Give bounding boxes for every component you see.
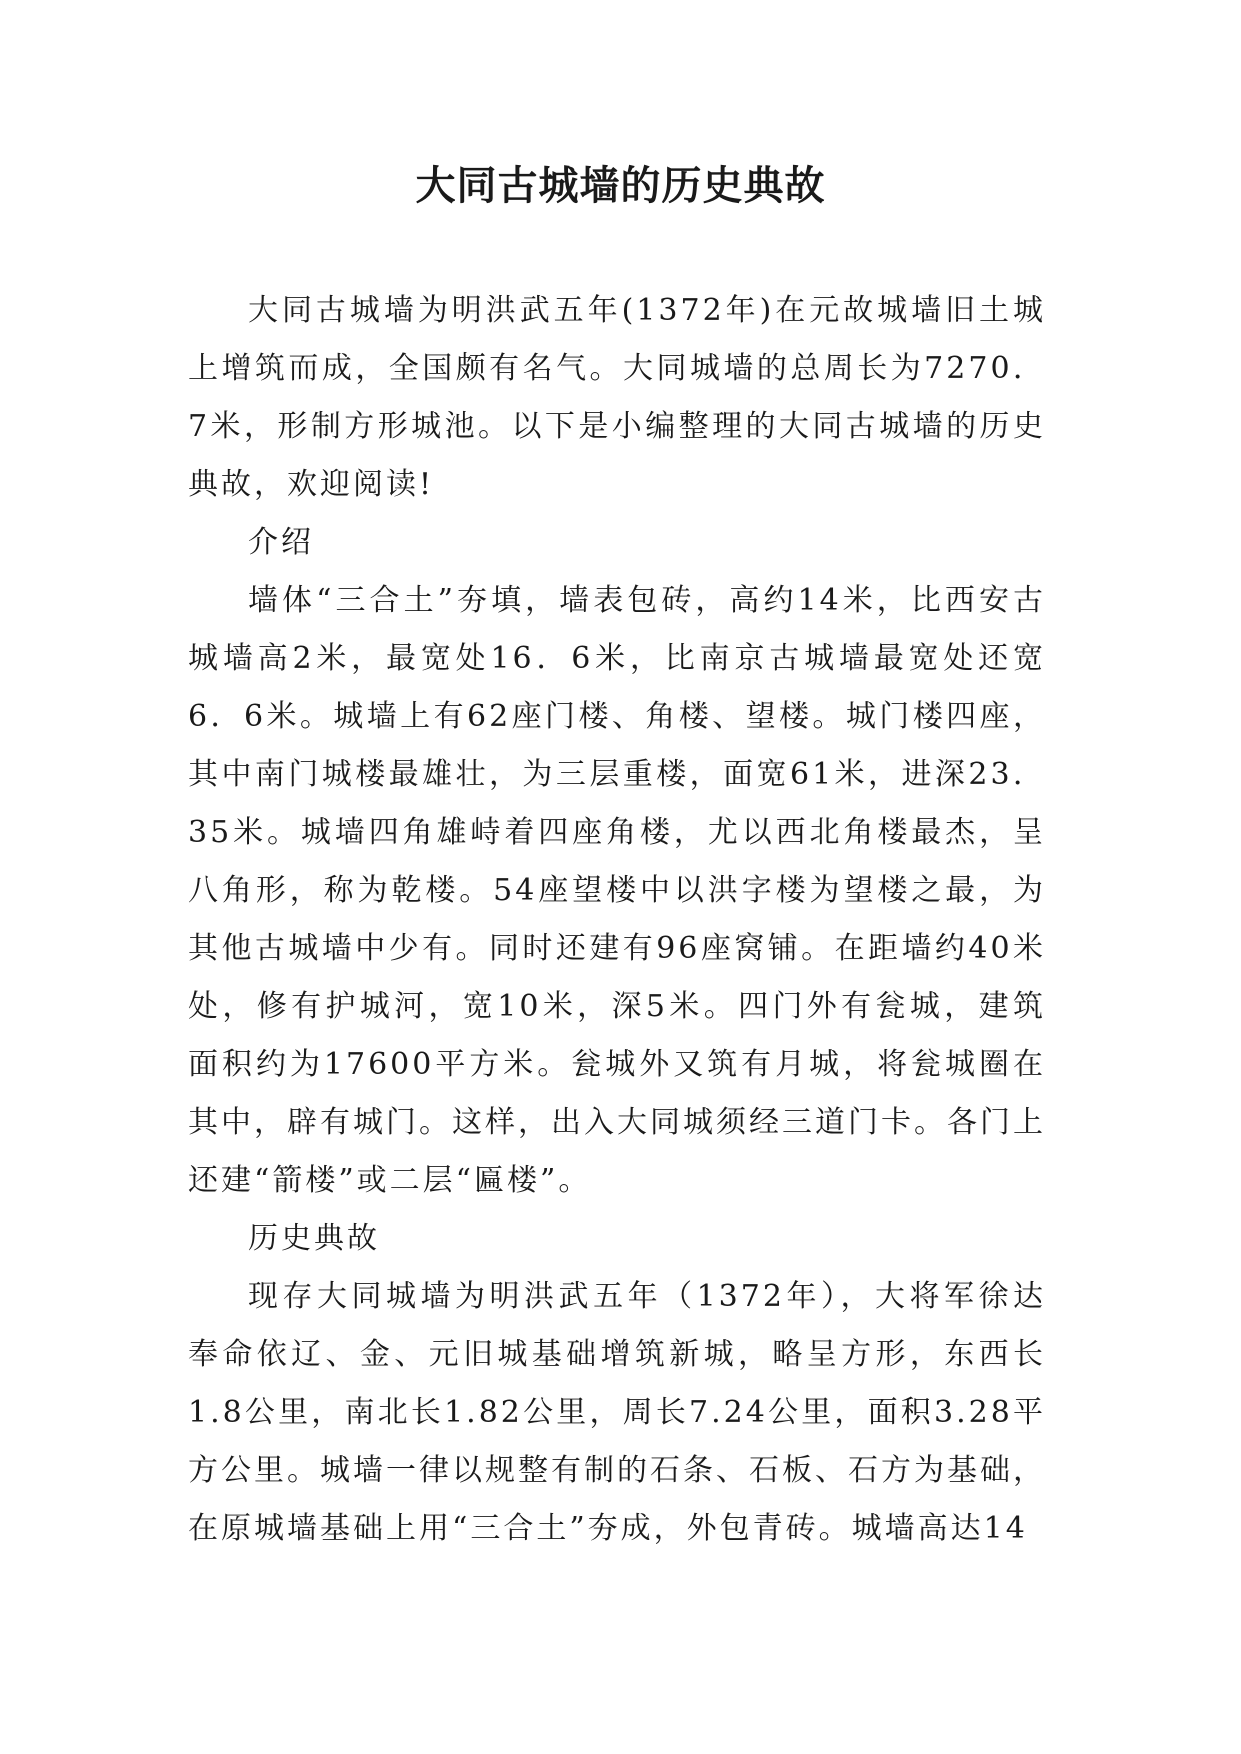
document-body (188, 282, 1046, 1558)
history-paragraph: 现存大同城墙为明洪武五年（1372年），大将军徐达奉命依辽、金、元旧城基础增筑新城，略呈方形，东西长1.8公里，南北长1.82公里，周长7.24公里，面积3.28平方公里。城墙一律以规整有制的石条、石板、石方为基础，在原城墙基础上用“三合土”夯成，外包青砖。城墙高达14 (188, 1279, 1046, 1546)
introduction-paragraph: 墙体“三合土”夯填，墙表包砖，高约14米，比西安古城墙高2米，最宽处16．6米，比南京古城墙最宽处还宽6．6米。城墙上有62座门楼、角楼、望楼。城门楼四座，其中南门城楼最雄壮，为三层重楼，面宽61米，进深23．35米。城墙四角雄峙着四座角楼，尤以西北角楼最杰，呈八角形，称为乾楼。54座望楼中以洪字楼为望楼之最，为其他古城墙中少有。同时还建有96座窝铺。在距墙约40米处，修有护城河，宽10米，深5米。四门外有瓮城，建筑面积约为17600平方米。瓮城外又筑有月城，将瓮城圈在其中，辟有城门。这样，出入大同城须经三道门卡。各门上还建“箭楼”或二层“匾楼”。 (188, 583, 1046, 1198)
section-heading-history: 历史典故 (248, 1221, 380, 1256)
section-heading-introduction: 介绍 (248, 525, 314, 560)
document-title: 大同古城墙的历史典故 (415, 162, 826, 209)
intro-paragraph: 大同古城墙为明洪武五年(1372年)在元故城墙旧土城上增筑而成，全国颇有名气。大同城墙的总周长为7270．7米，形制方形城池。以下是小编整理的大同古城墙的历史典故，欢迎阅读! (188, 293, 1046, 502)
